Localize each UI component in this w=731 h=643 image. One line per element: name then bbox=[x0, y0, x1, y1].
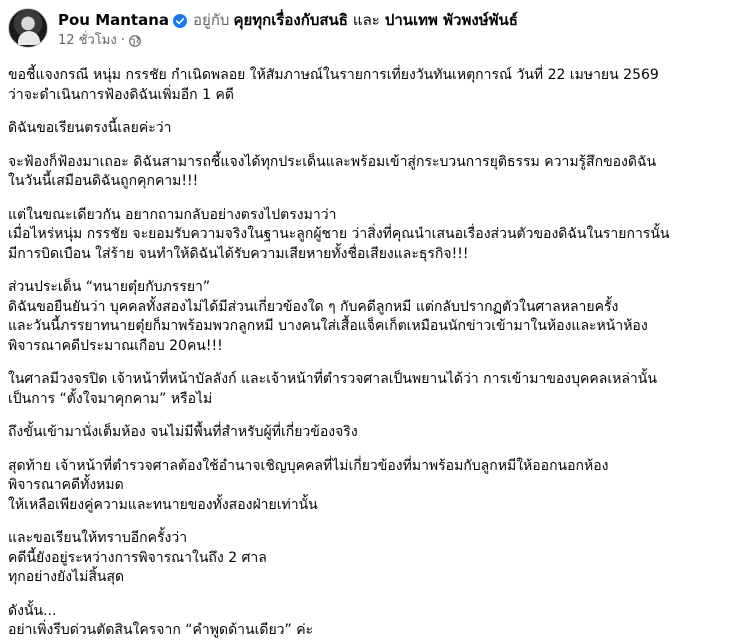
post-text-line: พิจารณาคดีทั้งหมด bbox=[8, 477, 124, 493]
post-text-line: แต่ในขณะเดียวกัน อยากถามกลับอย่างตรงไปตรงมาว่า bbox=[8, 206, 337, 223]
separator-dot: · bbox=[120, 33, 125, 48]
post-header bbox=[0, 8, 731, 60]
post-text-line: ในวันนี้เสมือนดิฉันถูกคุกคาม!!! bbox=[8, 173, 199, 189]
post-paragraph bbox=[8, 423, 715, 443]
post-text-line: เมื่อไหร่หนุ่ม กรรชัย จะยอมรับความจริงในฐานะลูกผู้ชาย ว่าสิ่งที่คุณนำเสนอเรื่องส่วนตัวของดิฉันในรายการนั้น bbox=[8, 226, 670, 242]
post-text-line: เป็นการ “ตั้งใจมาคุกคาม” หรือไม่ bbox=[8, 390, 213, 407]
and-label: และ bbox=[352, 11, 380, 29]
post-text-line: ขอชี้แจงกรณี หนุ่ม กรรชัย กำเนิดพลอย ให้สัมภาษณ์ในรายการเที่ยงวันทันเหตุการณ์ วันที่ 22 เมษายน 2569 bbox=[8, 67, 659, 83]
post-paragraph bbox=[8, 153, 715, 192]
post-text-line: และขอเรียนให้ทราบอีกครั้งว่า bbox=[8, 530, 188, 546]
post-meta bbox=[58, 10, 518, 50]
post-text-line: ถึงขั้นเข้ามานั่งเต็มห้อง จนไม่มีพื้นที่สำหรับผู้ที่เกี่ยวข้องจริง bbox=[8, 424, 358, 440]
post-paragraph bbox=[8, 370, 715, 409]
post-paragraph bbox=[8, 66, 715, 105]
author-name[interactable]: Pou Mantana bbox=[58, 11, 170, 29]
post-text-line: ว่าจะดำเนินการฟ้องดิฉันเพิ่มอีก 1 คดี bbox=[8, 86, 234, 103]
verified-badge-icon bbox=[173, 13, 187, 27]
post-paragraph bbox=[8, 206, 715, 265]
post-paragraph bbox=[8, 278, 715, 356]
post-text-line: สุดท้าย เจ้าหน้าที่ตำรวจศาลต้องใช้อำนาจเชิญบุคคลที่ไม่เกี่ยวข้องที่มาพร้อมกับลูกหมีให้ออกนอกห้อง bbox=[8, 457, 609, 474]
post-text-line: อย่าเพิ่งรีบด่วนตัดสินใครจาก “คำพูดด้านเดียว” ค่ะ bbox=[8, 622, 314, 638]
post-text-line: ดิฉันขอยืนยันว่า บุคคลทั้งสองไม่ได้มีส่วนเกี่ยวข้องใด ๆ กับคดีลูกหมี แต่กลับปรากฏตัวในศาลหลายครั้ง bbox=[8, 298, 619, 315]
post-paragraph bbox=[8, 602, 715, 641]
post-text-line: ส่วนประเด็น “ทนายตุ๋ยกับภรรยา” bbox=[8, 279, 211, 295]
post-text-line: ทุกอย่างยังไม่สิ้นสุด bbox=[8, 569, 125, 585]
post-text-line: คดีนี้ยังอยู่ระหว่างการพิจารณาในถึง 2 ศาล bbox=[8, 549, 267, 566]
post-text-line: จะฟ้องก็ฟ้องมาเถอะ ดิฉันสามารถชี้แจงได้ทุกประเด็นและพร้อมเข้าสู่กระบวนการยุติธรรม ความรู้สึกของดิฉัน bbox=[8, 153, 657, 170]
post-text-line: และวันนี้ภรรยาทนายตุ๋ยก็มาพร้อมพวกลูกหมี บางคนใส่เสื้อแจ็คเก็ตเหมือนนักข่าวเข้ามาในห้องและหน้าห้อง bbox=[8, 318, 648, 334]
with-label: อยู่กับ bbox=[193, 11, 230, 29]
post-text-line: ดังนั้น... bbox=[8, 602, 57, 619]
globe-icon[interactable] bbox=[129, 35, 141, 47]
post-time-line bbox=[58, 32, 518, 50]
post-paragraph bbox=[8, 119, 715, 139]
post-text-line: ให้เหลือเพียงคู่ความและทนายของทั้งสองฝ่ายเท่านั้น bbox=[8, 496, 318, 513]
author-line bbox=[58, 10, 518, 30]
tagged-person-2[interactable]: ปานเทพ พัวพงษ์พันธ์ bbox=[384, 11, 518, 29]
post-text-line: พิจารณาคดีประมาณเกือบ 20คน!!! bbox=[8, 337, 223, 354]
post-text-line: ในศาลมีวงจรปิด เจ้าหน้าที่หน้าบัลลังก์ และเจ้าหน้าที่ตำรวจศาลเป็นพยานได้ว่า การเข้ามาของบุคคลเหล่านั้น bbox=[8, 371, 657, 387]
post-paragraph bbox=[8, 529, 715, 588]
tagged-page-1[interactable]: คุยทุกเรื่องกับสนธิ bbox=[233, 11, 348, 29]
post-body bbox=[0, 60, 731, 641]
author-avatar[interactable] bbox=[8, 8, 48, 48]
post-timestamp[interactable]: 12 ชั่วโมง bbox=[58, 33, 117, 48]
post-text-line: ดิฉันขอเรียนตรงนี้เลยค่ะว่า bbox=[8, 120, 172, 136]
post-text-line: มีการบิดเบือน ใส่ร้าย จนทำให้ดิฉันได้รับความเสียหายทั้งชื่อเสียงและธุรกิจ!!! bbox=[8, 245, 469, 262]
post-paragraph bbox=[8, 457, 715, 516]
